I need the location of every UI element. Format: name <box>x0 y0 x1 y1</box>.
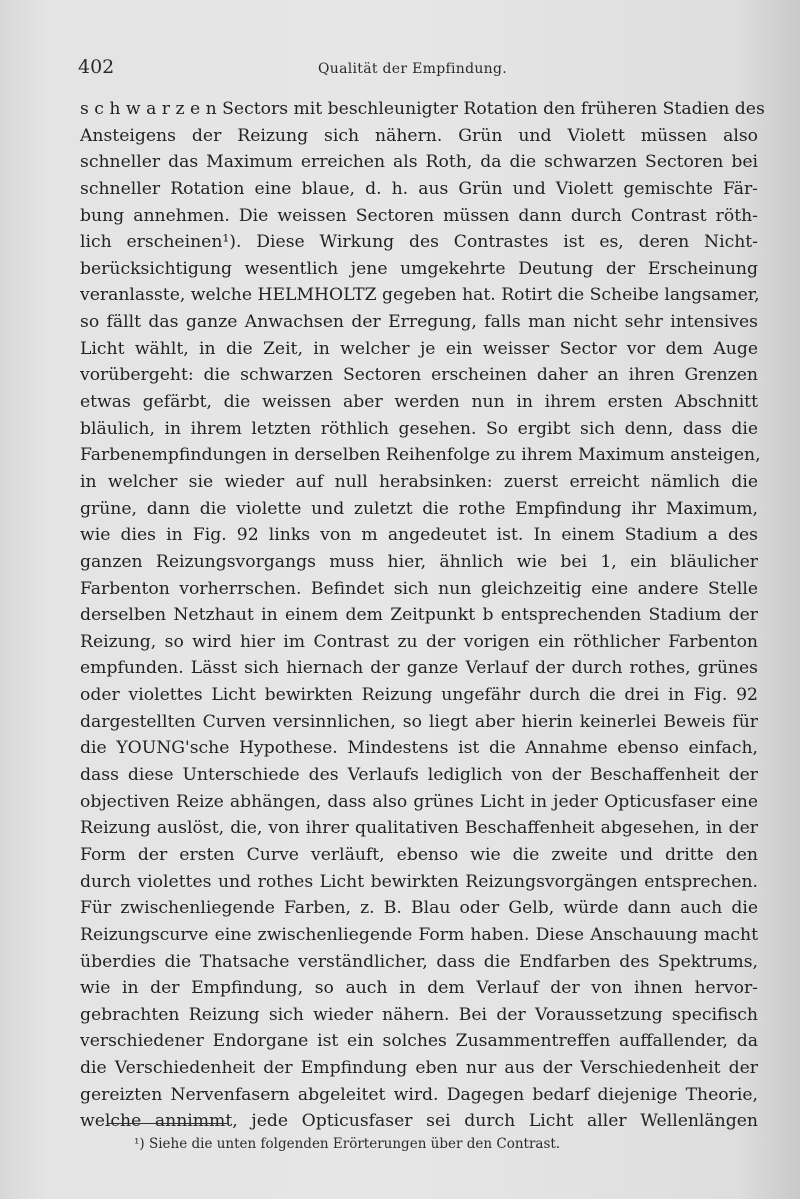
text-line: Ansteigens der Reizung sich nähern. Grün und Violett müssen also <box>80 125 758 146</box>
footnote: ¹) Siehe die unten folgenden Erörterungen über den Contrast. <box>134 1136 561 1152</box>
text-line: überdies die Thatsache verständlicher, dass die Endfarben des Spektrums, <box>80 951 758 972</box>
text-line: dass diese Unterschiede des Verlaufs lediglich von der Beschaffenheit der <box>80 765 758 786</box>
text-line: derselben Netzhaut in einem dem Zeitpunkt b entsprechenden Stadium der <box>80 605 758 626</box>
text-line: veranlasste, welche HELMHOLTZ gegeben hat. Rotirt die Scheibe langsamer, <box>80 285 760 306</box>
page-number: 402 <box>78 56 115 78</box>
text-line: Farbenton vorherrschen. Befindet sich nun gleichzeitig eine andere Stelle <box>80 578 758 599</box>
text-line: Für zwischenliegende Farben, z. B. Blau oder Gelb, würde dann auch die <box>80 898 758 919</box>
text-line: Farbenempfindungen in derselben Reihenfolge zu ihrem Maximum ansteigen, <box>80 445 761 466</box>
text-line: gereizten Nervenfasern abgeleitet wird. Dagegen bedarf diejenige Theorie, <box>80 1084 758 1105</box>
text-line: objectiven Reize abhängen, dass also grünes Licht in jeder Opticusfaser eine <box>80 791 758 812</box>
footnote-divider <box>108 1123 228 1124</box>
text-line: schneller das Maximum erreichen als Roth, da die schwarzen Sectoren bei <box>80 152 758 173</box>
text-line: Reizung, so wird hier im Contrast zu der vorigen ein röthlicher Farbenton <box>80 631 758 652</box>
text-line: die YOUNG'sche Hypothese. Mindestens ist die Annahme ebenso einfach, <box>80 738 758 759</box>
text-line: lich erscheinen¹). Diese Wirkung des Contrastes ist es, deren Nicht- <box>80 232 758 253</box>
text-line: dargestellten Curven versinnlichen, so liegt aber hierin keinerlei Beweis für <box>80 711 758 732</box>
text-line: Form der ersten Curve verläuft, ebenso wie die zweite und dritte den <box>80 844 758 865</box>
text-line: ganzen Reizungsvorgangs muss hier, ähnlich wie bei 1, ein bläulicher <box>80 551 758 572</box>
running-title: Qualität der Empfindung. <box>318 61 507 77</box>
text-line: Reizungscurve eine zwischenliegende Form haben. Diese Anschauung macht <box>80 924 758 945</box>
text-line: welche annimmt, jede Opticusfaser sei durch Licht aller Wellenlängen <box>80 1111 758 1132</box>
text-line: bläulich, in ihrem letzten röthlich gesehen. So ergibt sich denn, dass die <box>80 418 758 439</box>
text-line: s c h w a r z e n Sectors mit beschleunigter Rotation den früheren Stadien des <box>80 99 765 119</box>
text-line: Reizung auslöst, die, von ihrer qualitativen Beschaffenheit abgesehen, in der <box>80 818 758 839</box>
text-line: in welcher sie wieder auf null herabsinken: zuerst erreicht nämlich die <box>80 471 758 492</box>
text-line: wie in der Empfindung, so auch in dem Verlauf der von ihnen hervor- <box>80 978 758 999</box>
body-text <box>80 96 765 1135</box>
text-line: oder violettes Licht bewirkten Reizung ungefähr durch die drei in Fig. 92 <box>80 685 758 706</box>
text-line: gebrachten Reizung sich wieder nähern. Bei der Voraussetzung specifisch <box>80 1004 758 1025</box>
text-line: vorübergeht: die schwarzen Sectoren erscheinen daher an ihren Grenzen <box>80 365 758 386</box>
text-line: bung annehmen. Die weissen Sectoren müssen dann durch Contrast röth- <box>80 205 758 226</box>
page-header <box>78 56 768 84</box>
text-line: verschiedener Endorgane ist ein solches Zusammentreffen auffallender, da <box>80 1031 758 1052</box>
text-line: die Verschiedenheit der Empfindung eben nur aus der Verschiedenheit der <box>80 1058 758 1079</box>
text-line: so fällt das ganze Anwachsen der Erregung, falls man nicht sehr intensives <box>80 312 758 333</box>
text-line: wie dies in Fig. 92 links von m angedeutet ist. In einem Stadium a des <box>80 525 758 546</box>
text-line: Licht wählt, in die Zeit, in welcher je ein weisser Sector vor dem Auge <box>80 338 758 359</box>
text-line: berücksichtigung wesentlich jene umgekehrte Deutung der Erscheinung <box>80 258 758 279</box>
text-line: schneller Rotation eine blaue, d. h. aus Grün und Violett gemischte Fär- <box>80 178 758 199</box>
text-line: etwas gefärbt, die weissen aber werden nun in ihrem ersten Abschnitt <box>80 392 758 413</box>
text-line: durch violettes und rothes Licht bewirkten Reizungsvorgängen entsprechen. <box>80 871 758 892</box>
text-line: empfunden. Lässt sich hiernach der ganze Verlauf der durch rothes, grünes <box>80 658 758 679</box>
text-line: grüne, dann die violette und zuletzt die rothe Empfindung ihr Maximum, <box>80 498 758 519</box>
